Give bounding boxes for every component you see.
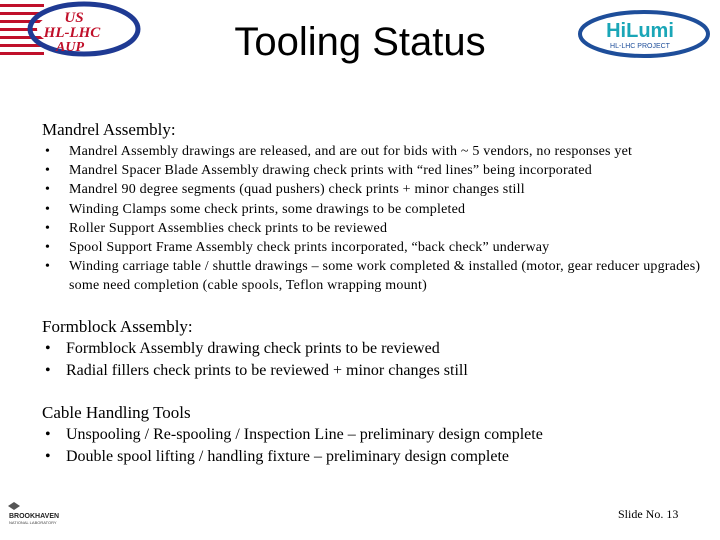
list-item: • Double spool lifting / handling fixture – preliminary design complete: [42, 446, 712, 468]
mandrel-heading: Mandrel Assembly:: [42, 120, 176, 139]
svg-text:AUP: AUP: [56, 40, 84, 55]
list-item: • Roller Support Assemblies check prints to be reviewed: [42, 219, 712, 238]
svg-text:BROOKHAVEN: BROOKHAVEN: [9, 513, 60, 520]
mandrel-list: [42, 142, 712, 296]
svg-text:HiLumi: HiLumi: [606, 20, 674, 42]
svg-text:HL-LHC: HL-LHC: [43, 25, 101, 41]
list-item: • Mandrel Spacer Blade Assembly drawing check prints with “red lines” being incorporated: [42, 161, 712, 180]
formblock-heading: Formblock Assembly:: [42, 317, 193, 336]
svg-text:NATIONAL LABORATORY: NATIONAL LABORATORY: [9, 520, 57, 525]
slide-number: Slide No. 13: [618, 507, 679, 521]
list-item: • Spool Support Frame Assembly check prints incorporated, “back check” underway: [42, 238, 712, 257]
list-item: • Unspooling / Re-spooling / Inspection Line – preliminary design complete: [42, 424, 712, 446]
svg-text:US: US: [64, 10, 84, 26]
us-hl-lhc-aup-logo: [0, 0, 146, 58]
cable-heading: Cable Handling Tools: [42, 403, 191, 422]
brookhaven-logo: [6, 500, 78, 526]
list-item: • Mandrel 90 degree segments (quad pushers) check prints + minor changes still: [42, 180, 712, 199]
list-item: • Winding Clamps some check prints, some drawings to be completed: [42, 200, 712, 219]
list-item: • Winding carriage table / shuttle drawings – some work completed & installed (motor, gear reducer upgrades) some need completion (cable spools, Teflon wrapping mount): [42, 257, 712, 295]
formblock-list: [42, 338, 712, 381]
slide-title: Tooling Status: [234, 20, 486, 64]
cable-list: [42, 424, 712, 467]
svg-text:HL-LHC PROJECT: HL-LHC PROJECT: [610, 43, 670, 50]
list-item: • Formblock Assembly drawing check prints to be reviewed: [42, 338, 712, 360]
list-item: • Mandrel Assembly drawings are released, and are out for bids with ~ 5 vendors, no responses yet: [42, 142, 712, 161]
list-item: • Radial fillers check prints to be reviewed + minor changes still: [42, 360, 712, 382]
hilumi-logo: [574, 4, 714, 60]
